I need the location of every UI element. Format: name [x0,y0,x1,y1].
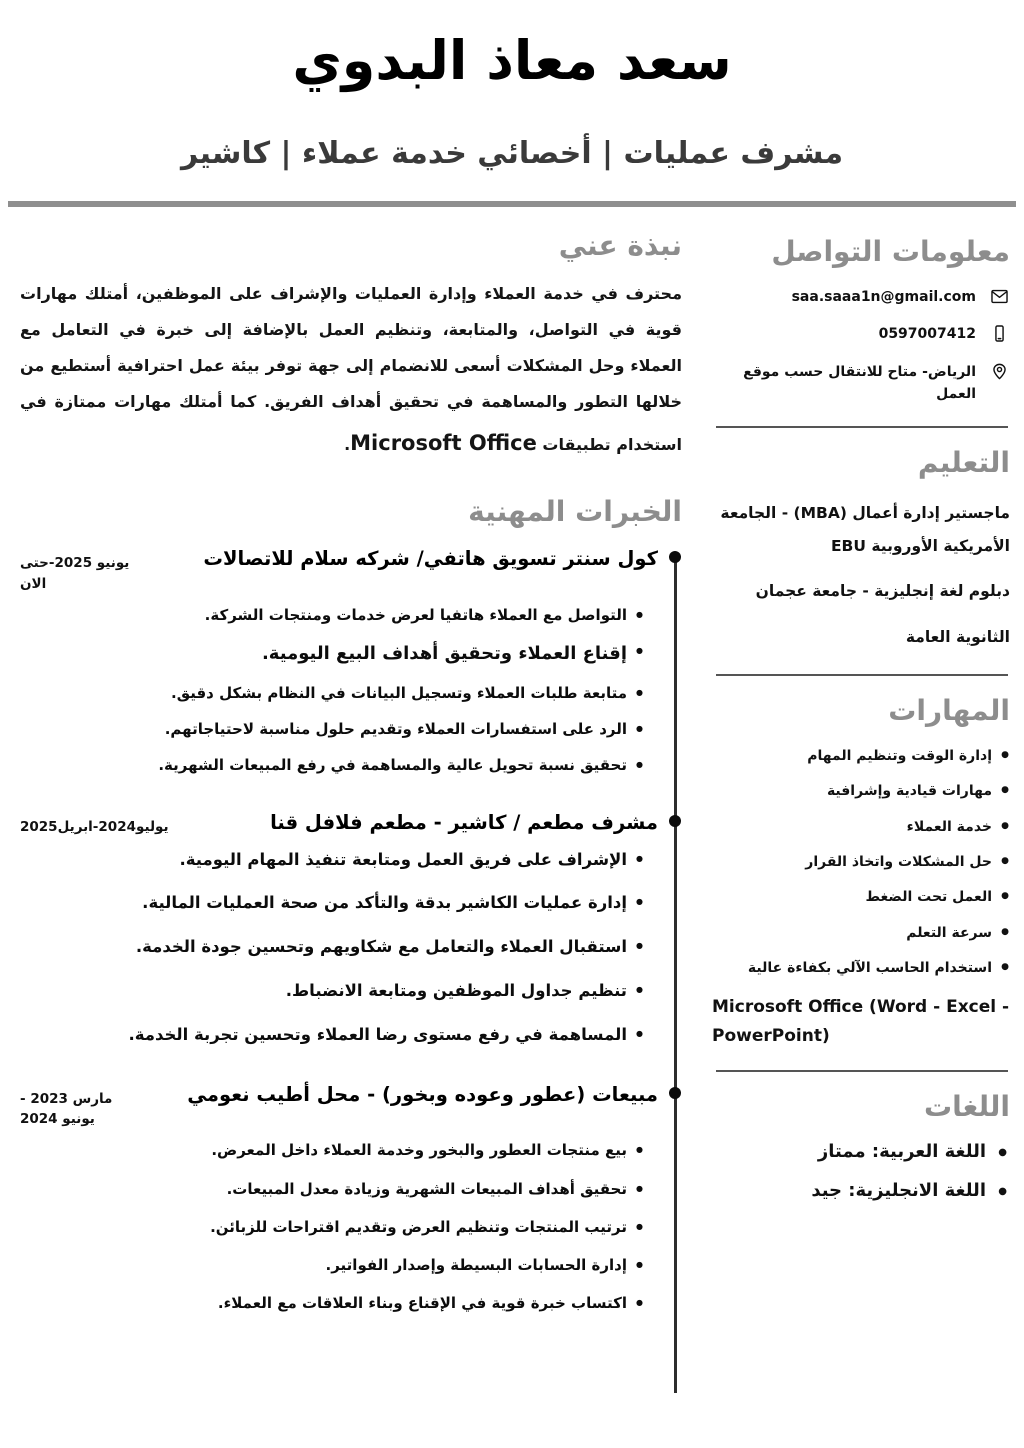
job-bullet: ● إدارة الحسابات البسيطة وإصدار الفواتير. [20,1252,644,1278]
job-bullet: ● تحقيق أهداف المبيعات الشهرية وزيادة معدل المبيعات. [20,1176,644,1202]
timeline-dot [669,551,681,563]
contact-item-phone [710,323,1010,345]
email-text: saa.saaa1n@gmail.com [791,289,976,306]
job-bullet: ● تحقيق نسبة تحويل عالية والمساهمة في رفع المبيعات الشهرية. [20,752,644,778]
job-bullet: ● استقبال العملاء والتعامل مع شكاويهم وتحسين جودة الخدمة. [20,933,644,962]
job-bullets [20,594,658,779]
job-bullet: ● تنظيم جداول الموظفين ومتابعة الانضباط. [20,977,644,1006]
job-entry [20,544,658,778]
job-entry [20,808,658,1050]
skill-item: ● حل المشكلات واتخاذ القرار [710,851,1010,873]
job-period: مارس 2023 - يونيو 2024 [20,1090,113,1128]
job-header [20,808,658,837]
job-bullets [20,838,658,1050]
job-bullet: ● اكتساب خبرة قوية في الإقناع وبناء العلاقات مع العملاء. [20,1290,644,1316]
education-item: ماجستير إدارة أعمال (MBA) - الجامعة الأمريكية الأوروبية EBU [720,503,1010,555]
skill-item: ● مهارات قيادية وإشرافية [710,780,1010,802]
job-bullet: ● الإشراف على فريق العمل ومتابعة تنفيذ المهام اليومية. [20,846,644,875]
education-section [710,446,1010,654]
about-text-body: محترف في خدمة العملاء وإدارة العمليات والإشراف على الموظفين، أمتلك مهارات قوية في التواصل، والمتابعة، وتنظيم العمل بالإضافة إلى خبرة في التعامل مع العملاء وحل المشكلات أسعى للانضمام إلى جهة توفر بيئة عمل احترافية أستطيع من خلالها التطور والمساهمة في تحقيق أهداف الفريق. كما أمتلك مهارات ممتازة في استخدام تطبيقات [20,284,682,455]
timeline-dot [669,815,681,827]
person-name: سعد معاذ البدوي [292,29,732,92]
timeline-line [674,556,677,1392]
skills-heading: المهارات [888,693,1010,727]
email-icon [988,286,1010,306]
sidebar [710,229,1010,1219]
skill-item: ● سرعة التعلم [710,922,1010,944]
about-office-text: Microsoft Office [350,431,537,456]
job-bullet: ● المساهمة في رفع مستوى رضا العملاء وتحسين تجربة الخدمة. [20,1021,644,1050]
skills-section [710,694,1010,1051]
languages-section [710,1090,1010,1201]
job-period: يونيو 2025-حتى الان [20,555,130,592]
skill-item: ● خدمة العملاء [710,816,1010,838]
education-item: الثانوية العامة [905,627,1010,646]
content-columns [0,207,1024,1393]
skill-item: ● استخدام الحاسب الآلي بكفاءة عالية [710,957,1010,979]
job-period: يوليو2024-ابريل2025 [20,819,169,836]
job-entry [20,1080,658,1317]
sidebar-divider [716,426,1008,428]
skill-item: ● العمل تحت الضغط [710,886,1010,908]
jobs-wrapper [20,544,682,1392]
job-title: مشرف مطعم / كاشير - مطعم فلافل قنا [270,811,658,835]
contact-item-location [710,361,1010,406]
education-item: دبلوم لغة إنجليزية - جامعة عجمان [755,582,1010,601]
timeline-dot [669,1087,681,1099]
job-headline: مشرف عمليات | أخصائي خدمة عملاء | كاشير [180,136,844,172]
experience-section [20,495,682,1392]
job-bullet: ● متابعة طلبات العملاء وتسجيل البيانات في النظام بشكل دقيق. [20,680,644,706]
about-heading: نبذة عني [558,229,682,263]
language-item: ● اللغة الانجليزية: جيد [710,1180,1010,1201]
job-header [20,1080,658,1130]
sidebar-divider [716,674,1008,676]
job-header [20,544,658,594]
header [0,0,1024,207]
job-title: كول سنتر تسويق هاتفي/ شركه سلام للاتصالات [203,547,658,571]
location-icon [988,361,1010,381]
contact-heading: معلومات التواصل [771,235,1010,269]
contact-item-email [710,286,1010,308]
about-text [20,276,682,467]
job-title: مبيعات (عطور وعوده وبخور) - محل أطيب نعومي [187,1082,658,1106]
education-heading: التعليم [917,445,1010,479]
job-bullet: ● ترتيب المنتجات وتنظيم العرض وتقديم اقتراحات للزبائن. [20,1214,644,1240]
job-bullet: ● الرد على استفسارات العملاء وتقديم حلول مناسبة لاحتياجاتهم. [20,716,644,742]
main-column [20,229,682,1393]
job-bullet: ● إدارة عمليات الكاشير بدقة والتأكد من صحة العمليات المالية. [20,889,644,918]
sidebar-divider [716,1070,1008,1072]
language-item: ● اللغة العربية: ممتاز [710,1141,1010,1162]
job-bullet: ● إقناع العملاء وتحقيق أهداف البيع اليومية. [20,638,644,670]
experience-heading: الخبرات المهنية [468,495,682,529]
skill-item: ● إدارة الوقت وتنظيم المهام [710,745,1010,767]
office-skills: Microsoft Office (Word - Excel - PowerPoint) [712,996,1010,1046]
phone-icon [988,323,1010,343]
languages-heading: اللغات [924,1090,1010,1124]
about-text-suffix: . [344,435,351,455]
job-bullet: ● بيع منتجات العطور والبخور وخدمة العملاء داخل المعرض. [20,1137,644,1163]
location-text: الرياض- متاح للانتقال حسب موقع العمل [743,363,976,403]
phone-text: 0597007412 [878,326,976,343]
job-bullet: ● التواصل مع العملاء هاتفيا لعرض خدمات ومنتجات الشركة. [20,602,644,628]
about-section [20,229,682,467]
contact-section [710,235,1010,406]
job-bullets [20,1129,658,1316]
